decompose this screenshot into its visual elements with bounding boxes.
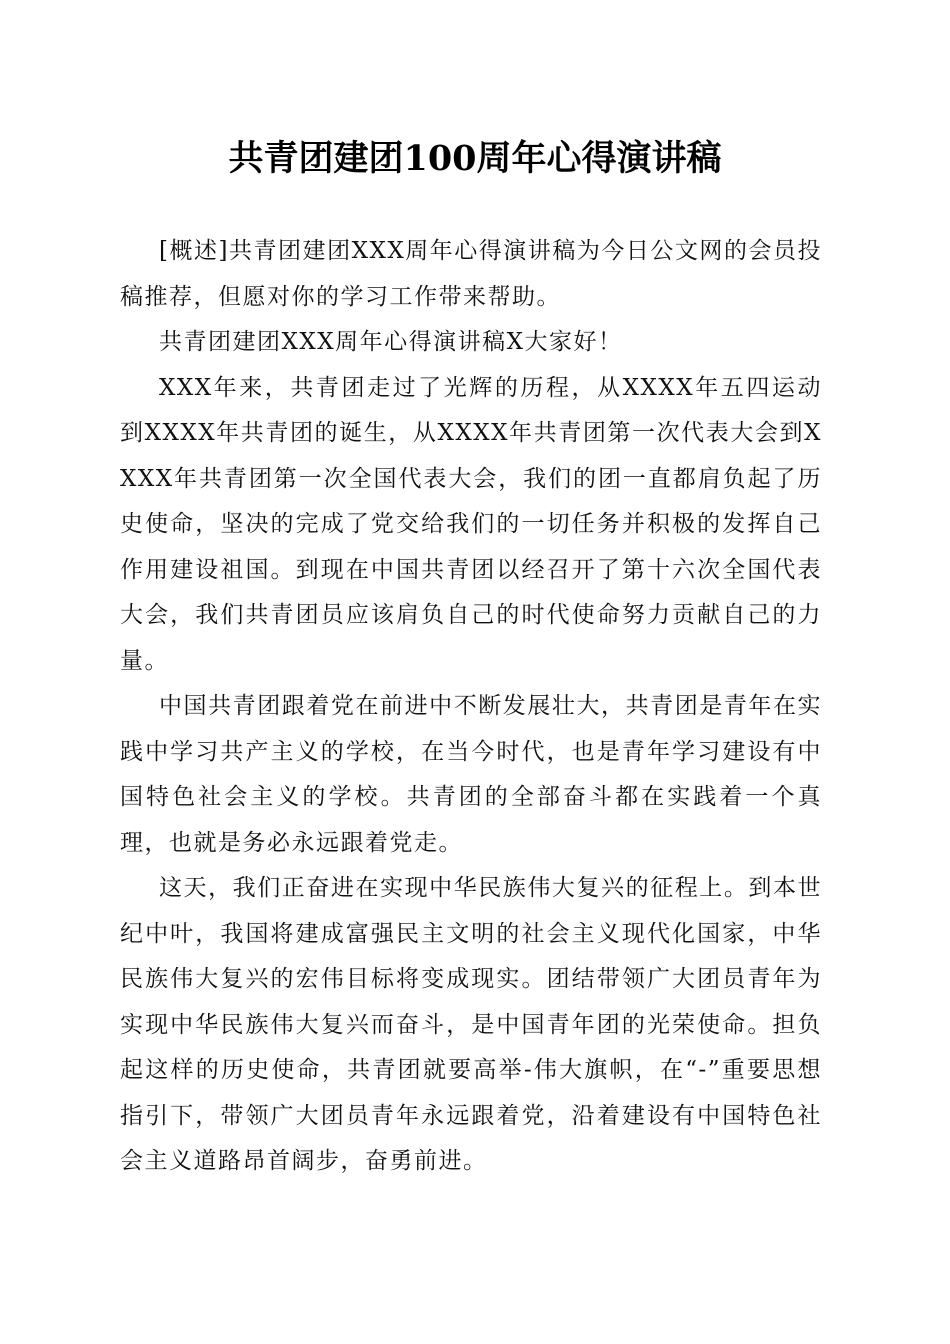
paragraph-summary: [概述]共青团建团XXX周年心得演讲稿为今日公文网的会员投稿推荐，但愿对你的学习工作带来帮助。 (120, 238, 822, 310)
paragraph-history: XXX年来，共青团走过了光辉的历程，从XXXX年五四运动到XXXX年共青团的诞生，从XXXX年共青团第一次代表大会到XXXX年共青团第一次全国代表大会，我们的团一直都肩负起了历史使命，坚决的完成了党交给我们的一切任务并积极的发挥自己作用建设祖国。到现在中国共青团以经召开了第十六次全国代表大会，我们共青团员应该肩负自己的时代使命努力贡献自己的力量。 (120, 374, 822, 674)
paragraph-mission: 这天，我们正奋进在实现中华民族伟大复兴的征程上。到本世纪中叶，我国将建成富强民主文明的社会主义现代化国家，中华民族伟大复兴的宏伟目标将变成现实。团结带领广大团员青年为实现中华民族伟大复兴而奋斗，是中国青年团的光荣使命。担负起这样的历史使命，共青团就要高举-伟大旗帜，在“-”重要思想指引下，带领广大团员青年永远跟着党，沿着建设有中国特色社会主义道路昂首阔步，奋勇前进。 (120, 875, 822, 1174)
document-body (120, 229, 822, 1185)
document-title: 共青团建团100周年心得演讲稿 (228, 138, 722, 179)
paragraph-party: 中国共青团跟着党在前进中不断发展壮大，共青团是青年在实践中学习共产主义的学校，在当今时代，也是青年学习建设有中国特色社会主义的学校。共青团的全部奋斗都在实践着一个真理，也就是务必永远跟着党走。 (120, 693, 822, 856)
paragraph-greeting: 共青团建团XXX周年心得演讲稿X大家好！ (159, 329, 623, 355)
